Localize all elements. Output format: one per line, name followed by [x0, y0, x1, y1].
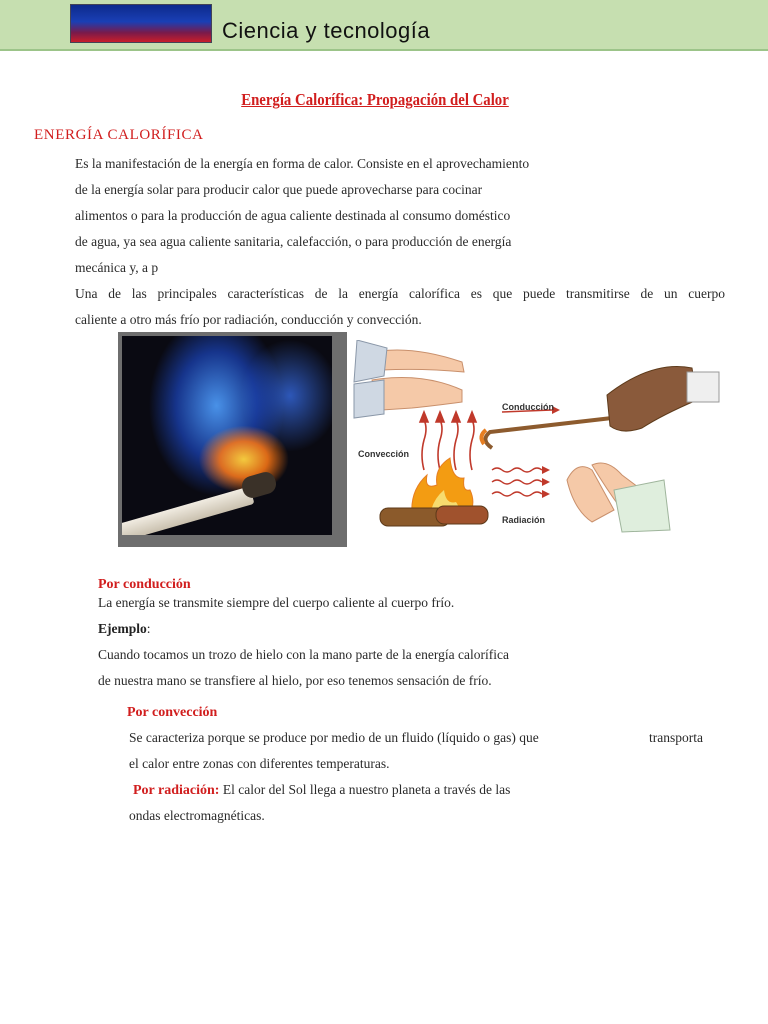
section-heading: ENERGÍA CALORÍFICA: [34, 127, 204, 143]
sleeve-icon: [354, 340, 387, 382]
convection-heading: Por convección: [127, 705, 218, 720]
burning-match-image: [122, 336, 332, 535]
log-icon: [436, 506, 488, 524]
intro-line-2: de la energía solar para producir calor que puede aprovecharse para cocinar: [75, 182, 483, 197]
convection-line-1a: Se caracteriza porque se produce por medio de un fluido (líquido o gas) que: [129, 730, 539, 745]
heat-transfer-diagram: [352, 340, 724, 540]
radiation-line-1: [133, 782, 510, 799]
intro-line-5: Una de las principales características de la energía calorífica es que puede transmitirse de un cuerpo: [75, 286, 725, 301]
heat-transfer-illustration: [352, 340, 724, 540]
estudio-en-casa-logo: [70, 4, 212, 43]
example-colon: :: [146, 621, 151, 636]
conduction-label: Conducción: [502, 402, 554, 412]
intro-paragraph: [75, 151, 725, 333]
iron-rod-icon: [485, 418, 612, 448]
gloved-hand-icon: [607, 367, 697, 432]
upper-hand-icon: [374, 350, 464, 372]
example-text-line-2: de nuestra mano se transfiere al hielo, por eso tenemos sensación de frío.: [98, 673, 492, 688]
radiation-waves-icon: [492, 468, 542, 496]
match-head: [240, 470, 279, 501]
document-title: Energía Calorífica: Propagación del Calor: [241, 90, 509, 109]
match-photo-frame: [118, 332, 347, 547]
example-line: [98, 621, 151, 637]
sleeve-icon: [354, 380, 384, 418]
intro-line-4b: mecánica y, a p: [75, 260, 159, 275]
example-label: Ejemplo: [98, 621, 147, 636]
header-bar: [0, 0, 768, 51]
header-title: Ciencia y tecnología: [222, 18, 431, 43]
radiation-label: Radiación: [502, 515, 546, 525]
example-text-line-1: Cuando tocamos un trozo de hielo con la mano parte de la energía calorífica: [98, 647, 509, 662]
intro-line-1: Es la manifestación de la energía en forma de calor. Consiste en el aprovechamiento: [75, 156, 530, 171]
convection-line-2: el calor entre zonas con diferentes temperaturas.: [129, 756, 390, 771]
radiation-line-2: ondas electromagnéticas.: [129, 808, 265, 823]
radiation-heading: Por radiación:: [133, 783, 220, 798]
intro-line-4a: de agua, ya sea agua caliente sanitaria, calefacción, o para producción de energía: [75, 234, 512, 249]
convection-line-1b: transporta: [649, 730, 703, 745]
intro-line-4: [75, 229, 725, 281]
match-stick: [122, 486, 254, 535]
intro-line-3: alimentos o para la producción de agua caliente destinada al consumo doméstico: [75, 208, 511, 223]
radiation-text: El calor del Sol llega a nuestro planeta a través de las: [222, 782, 511, 797]
sleeve-icon: [687, 372, 719, 402]
lower-hand-icon: [372, 378, 462, 410]
convection-label: Convección: [358, 449, 410, 459]
intro-line-6: caliente a otro más frío por radiación, conducción y convección.: [75, 312, 422, 327]
conduction-heading: Por conducción: [98, 577, 191, 592]
conduction-line: La energía se transmite siempre del cuerpo caliente al cuerpo frío.: [98, 595, 455, 610]
